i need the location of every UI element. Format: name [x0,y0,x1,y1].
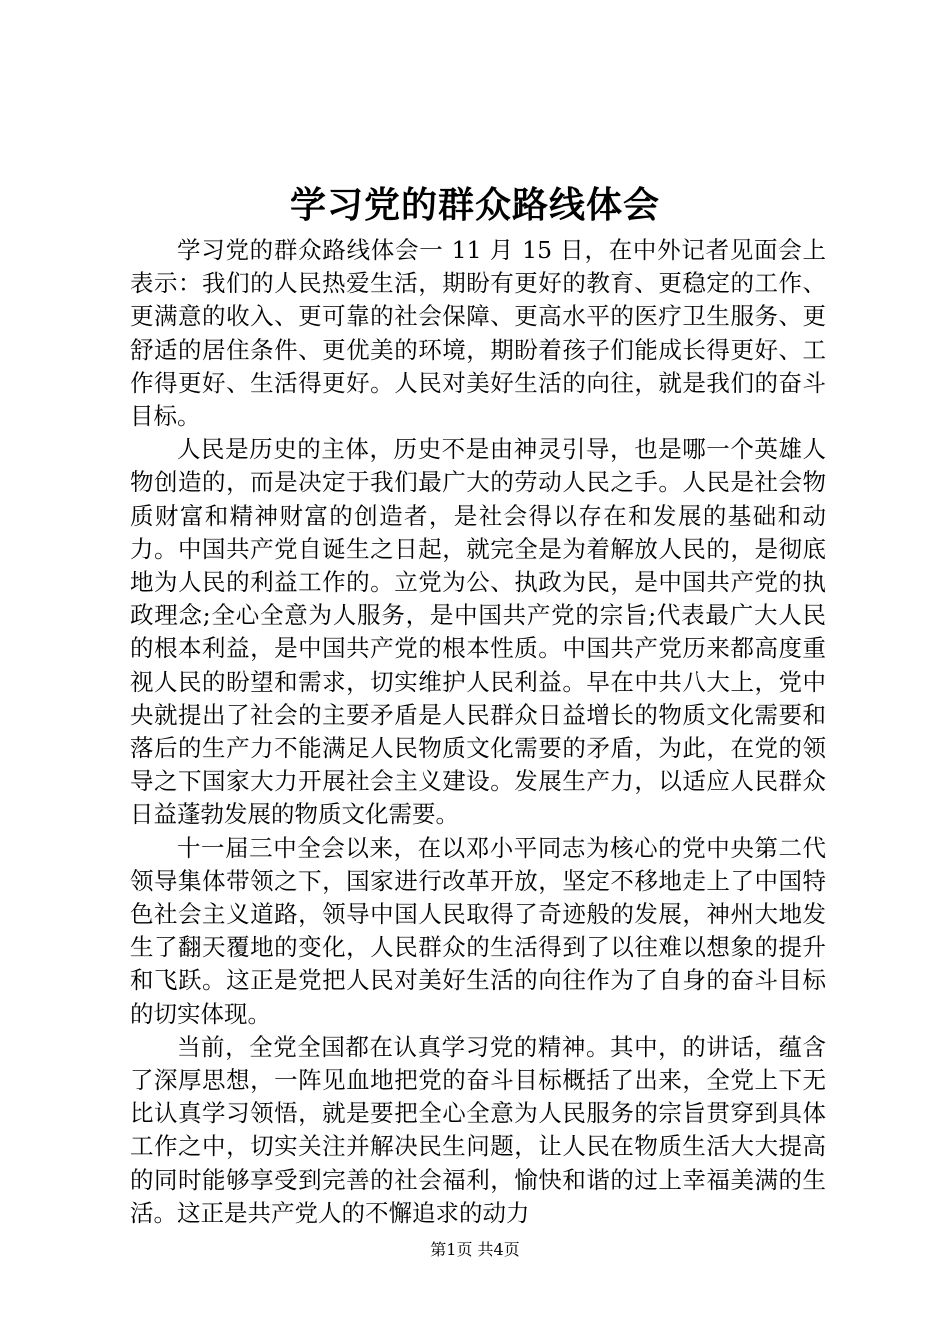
page-footer: 第1页 共4页 [430,1240,520,1259]
paragraph: 当前，全党全国都在认真学习党的精神。其中，的讲话，蕴含了深厚思想，一阵见血地把党的奋斗目标概括了出来，全党上下无比认真学习领悟，就是要把全心全意为人民服务的宗旨贯穿到具体工作之中，切实关注并解决民生问题，让人民在物质生活大大提高的同时能够享受到完善的社会福利，愉快和谐的过上幸福美满的生活。这正是共产党人的不懈追求的动力 [130,1032,826,1227]
paragraph: 学习党的群众路线体会一 11 月 15 日，在中外记者见面会上表示：我们的人民热爱生活，期盼有更好的教育、更稳定的工作、更满意的收入、更可靠的社会保障、更高水平的医疗卫生服务、更舒适的居住条件、更优美的环境，期盼着孩子们能成长得更好、工作得更好、生活得更好。人民对美好生活的向往，就是我们的奋斗目标。 [130,236,826,431]
paragraph: 十一届三中全会以来，在以邓小平同志为核心的党中央第二代领导集体带领之下，国家进行改革开放，坚定不移地走上了中国特色社会主义道路，领导中国人民取得了奇迹般的发展，神州大地发生了翻天覆地的变化，人民群众的生活得到了以往难以想象的提升和飞跃。这正是党把人民对美好生活的向往作为了自身的奋斗目标的切实体现。 [130,833,826,1028]
paragraph: 人民是历史的主体，历史不是由神灵引导，也是哪一个英雄人物创造的，而是决定于我们最广大的劳动人民之手。人民是社会物质财富和精神财富的创造者，是社会得以存在和发展的基础和动力。中国共产党自诞生之日起，就完全是为着解放人民的，是彻底地为人民的利益工作的。立党为公、执政为民，是中国共产党的执政理念;全心全意为人服务，是中国共产党的宗旨;代表最广大人民的根本利益，是中国共产党的根本性质。中国共产党历来都高度重视人民的盼望和需求，切实维护人民利益。早在中共八大上，党中央就提出了社会的主要矛盾是人民群众日益增长的物质文化需要和落后的生产力不能满足人民物质文化需要的矛盾，为此，在党的领导之下国家大力开展社会主义建设。发展生产力，以适应人民群众日益蓬勃发展的物质文化需要。 [130,435,826,829]
document-title: 学习党的群众路线体会 [289,185,660,226]
document-body [130,234,826,1230]
